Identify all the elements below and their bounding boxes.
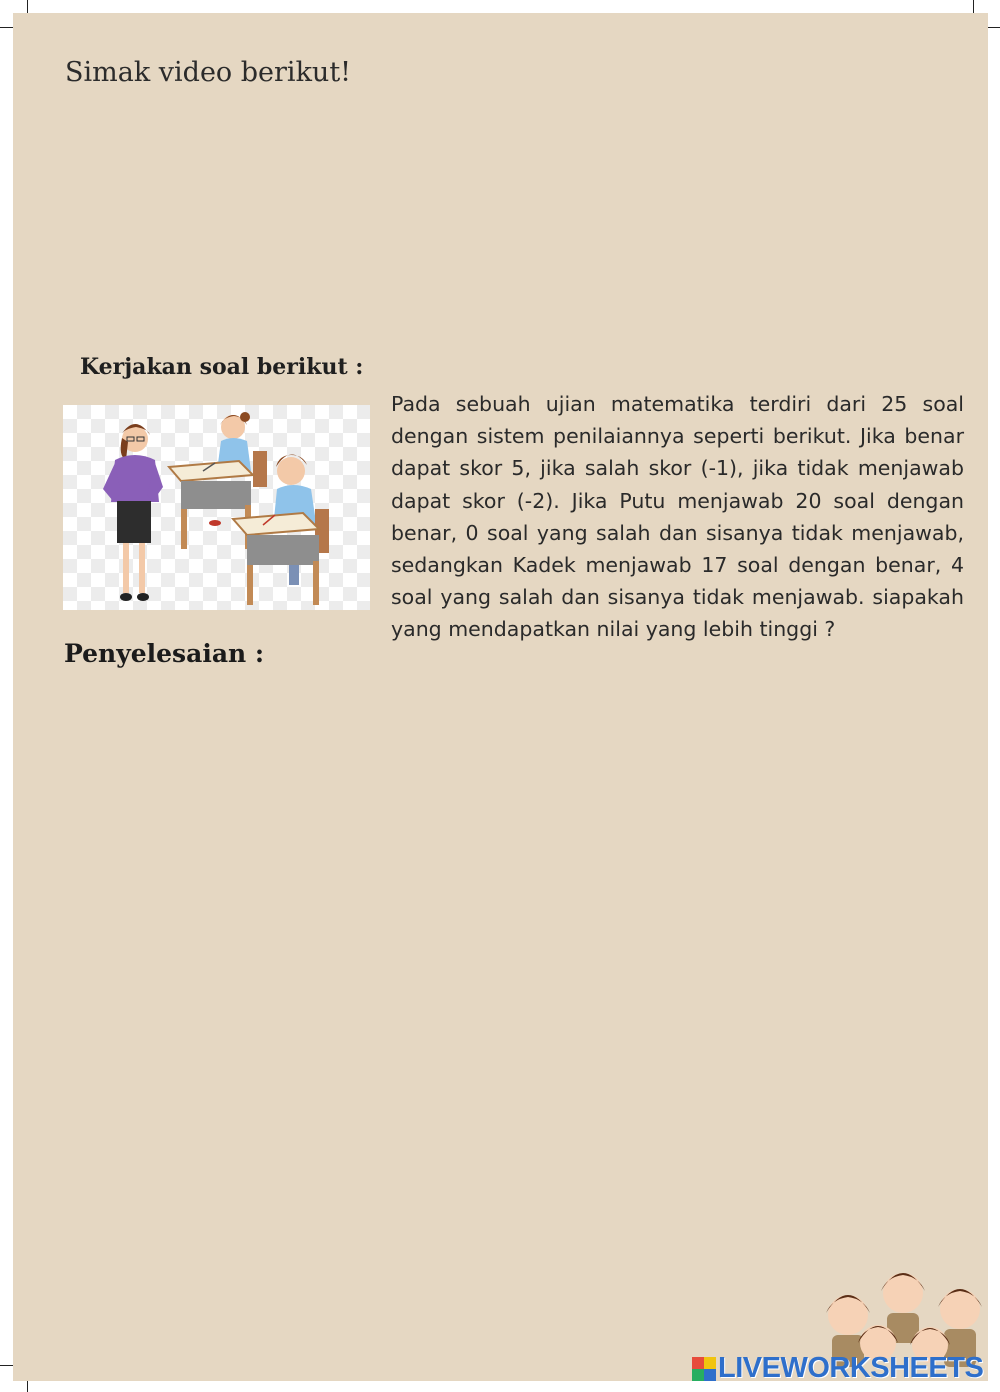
- teacher-figure: [103, 424, 163, 601]
- solution-title: Penyelesaian :: [64, 639, 265, 668]
- front-desk: [233, 513, 319, 605]
- question-text: Pada sebuah ujian matematika terdiri dari 25 soal dengan sistem penilaiannya seperti berikut. Jika benar dapat skor 5, jika salah skor (-1), jika tidak menjawab dapat skor (-2). Jika Putu menjawab 20 soal dengan benar, 0 soal yang salah dan sisanya tidak menjawab, sedangkan Kadek menjawab 17 soal dengan benar, 4 soal yang salah dan sisanya tidak menjawab. siapakah yang mendapatkan nilai yang lebih tinggi ?: [391, 392, 964, 642]
- liveworksheets-logo-icon: [692, 1357, 716, 1381]
- crop-mark-bottom-left-v: [27, 1380, 28, 1392]
- video-title: Simak video berikut!: [65, 57, 352, 88]
- teacher-and-students-illustration: [63, 405, 370, 610]
- liveworksheets-logo[interactable]: [692, 1352, 983, 1385]
- worksheet-page: [13, 13, 988, 1381]
- crop-mark-top-right-h: [986, 27, 1000, 28]
- logo-text: LIVEWORKSHEETS: [718, 1352, 984, 1384]
- back-desk: [169, 461, 253, 549]
- task-title: Kerjakan soal berikut :: [80, 354, 364, 380]
